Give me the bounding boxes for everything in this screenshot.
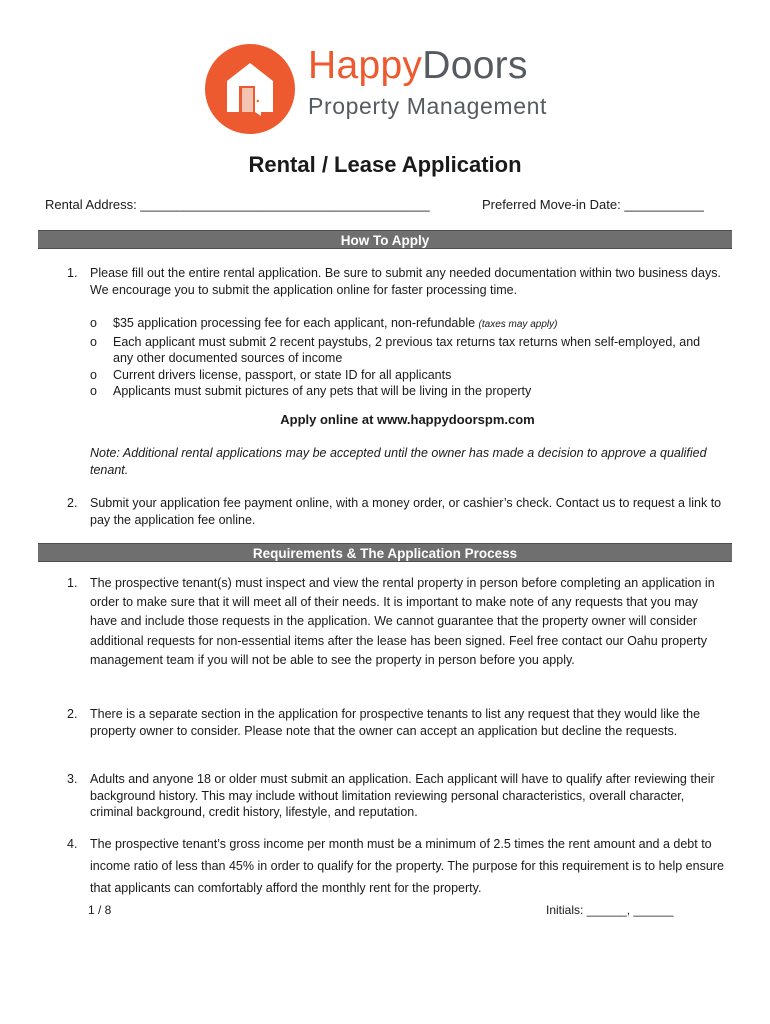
bullet-item-fee <box>90 315 710 334</box>
list-number: 1. <box>67 266 78 280</box>
bullet-text: Current drivers license, passport, or state ID for all applicants <box>113 367 452 382</box>
company-logo <box>205 44 585 140</box>
requirement-item-1 <box>67 574 727 670</box>
bullet-item-income <box>90 334 710 367</box>
bullet-item-id <box>90 367 710 384</box>
list-item-text: There is a separate section in the application for prospective tenants to list any request that they would like the property owner to consider. Please note that the owner can accept an application but decline the requests. <box>90 707 701 738</box>
list-item-text: Submit your application fee payment online, with a money order, or cashier’s check. Contact us to request a link to pay the application fee online. <box>90 496 722 527</box>
bullet-text: Each applicant must submit 2 recent paystubs, 2 previous tax returns tax returns when self-employed, and any other documented sources of income <box>113 334 701 365</box>
rental-address-field[interactable]: Rental Address: ________________________________________ <box>45 197 430 212</box>
how-to-apply-item-2 <box>67 495 727 528</box>
brand-name-doors: Doors <box>422 44 528 87</box>
move-in-date-field[interactable]: Preferred Move-in Date: ___________ <box>482 197 704 212</box>
list-number: 2. <box>67 707 78 721</box>
bullet-text: $35 application processing fee for each applicant, non-refundable <box>113 316 479 330</box>
page-number: 1 / 8 <box>88 903 112 917</box>
requirements-bullet-list <box>90 315 710 400</box>
bullet-marker: o <box>90 384 97 398</box>
list-number: 2. <box>67 496 78 510</box>
additional-applications-note: Note: Additional rental applications may be accepted until the owner has made a decision to approve a qualified tenant. <box>90 446 707 477</box>
apply-online-link[interactable]: Apply online at www.happydoorspm.com <box>280 412 535 427</box>
requirement-item-2 <box>67 706 727 739</box>
bullet-note: (taxes may apply) <box>478 319 558 330</box>
bullet-marker: o <box>90 316 97 330</box>
list-item-text: The prospective tenant(s) must inspect and view the rental property in person before completing an application in order to make sure that it will meet all of their needs. It is important to make note of any requests that you may have and include those requests in the application. We cannot guarantee that the property owner will consider additional requests for non-essential items after the lease has been signed. Feel free contact our Oahu property management team if you will not be able to see the property in person before you apply. <box>90 576 715 667</box>
brand-subtitle: Property Management <box>308 93 547 119</box>
document-title: Rental / Lease Application <box>248 152 522 177</box>
list-item-text: Adults and anyone 18 or older must submit an application. Each applicant will have to qualify after reviewing their background history. This may include without limitation reviewing personal characteristics, overall character, criminal background, credit history, lifestyle, and reputation. <box>90 772 715 819</box>
section-header-how-to-apply: How To Apply <box>38 230 732 249</box>
list-item-text: Please fill out the entire rental application. Be sure to submit any needed documentation within two business days. We encourage you to submit the application online for faster processing time. <box>90 266 721 297</box>
bullet-marker: o <box>90 334 97 349</box>
bullet-text: Applicants must submit pictures of any pets that will be living in the property <box>113 384 532 398</box>
initials-field[interactable]: Initials: ______, ______ <box>546 903 674 917</box>
bullet-item-pets <box>90 383 710 400</box>
list-item-text: The prospective tenant’s gross income per month must be a minimum of 2.5 times the rent amount and a debt to income ratio of less than 45% in order to qualify for the property. The purpose for this requirement is to help ensure that applicants can comfortably afford the monthly rent for the property. <box>90 837 724 895</box>
section-header-requirements: Requirements & The Application Process <box>38 543 732 562</box>
list-number: 4. <box>67 837 78 851</box>
bullet-marker: o <box>90 367 97 382</box>
brand-name-happy: Happy <box>308 44 423 87</box>
brand-name <box>308 44 528 88</box>
list-number: 3. <box>67 772 78 786</box>
list-number: 1. <box>67 576 78 590</box>
how-to-apply-item-1 <box>67 265 727 298</box>
requirement-item-4 <box>67 833 727 899</box>
house-door-logo-icon <box>205 44 295 134</box>
requirement-item-3 <box>67 771 727 821</box>
